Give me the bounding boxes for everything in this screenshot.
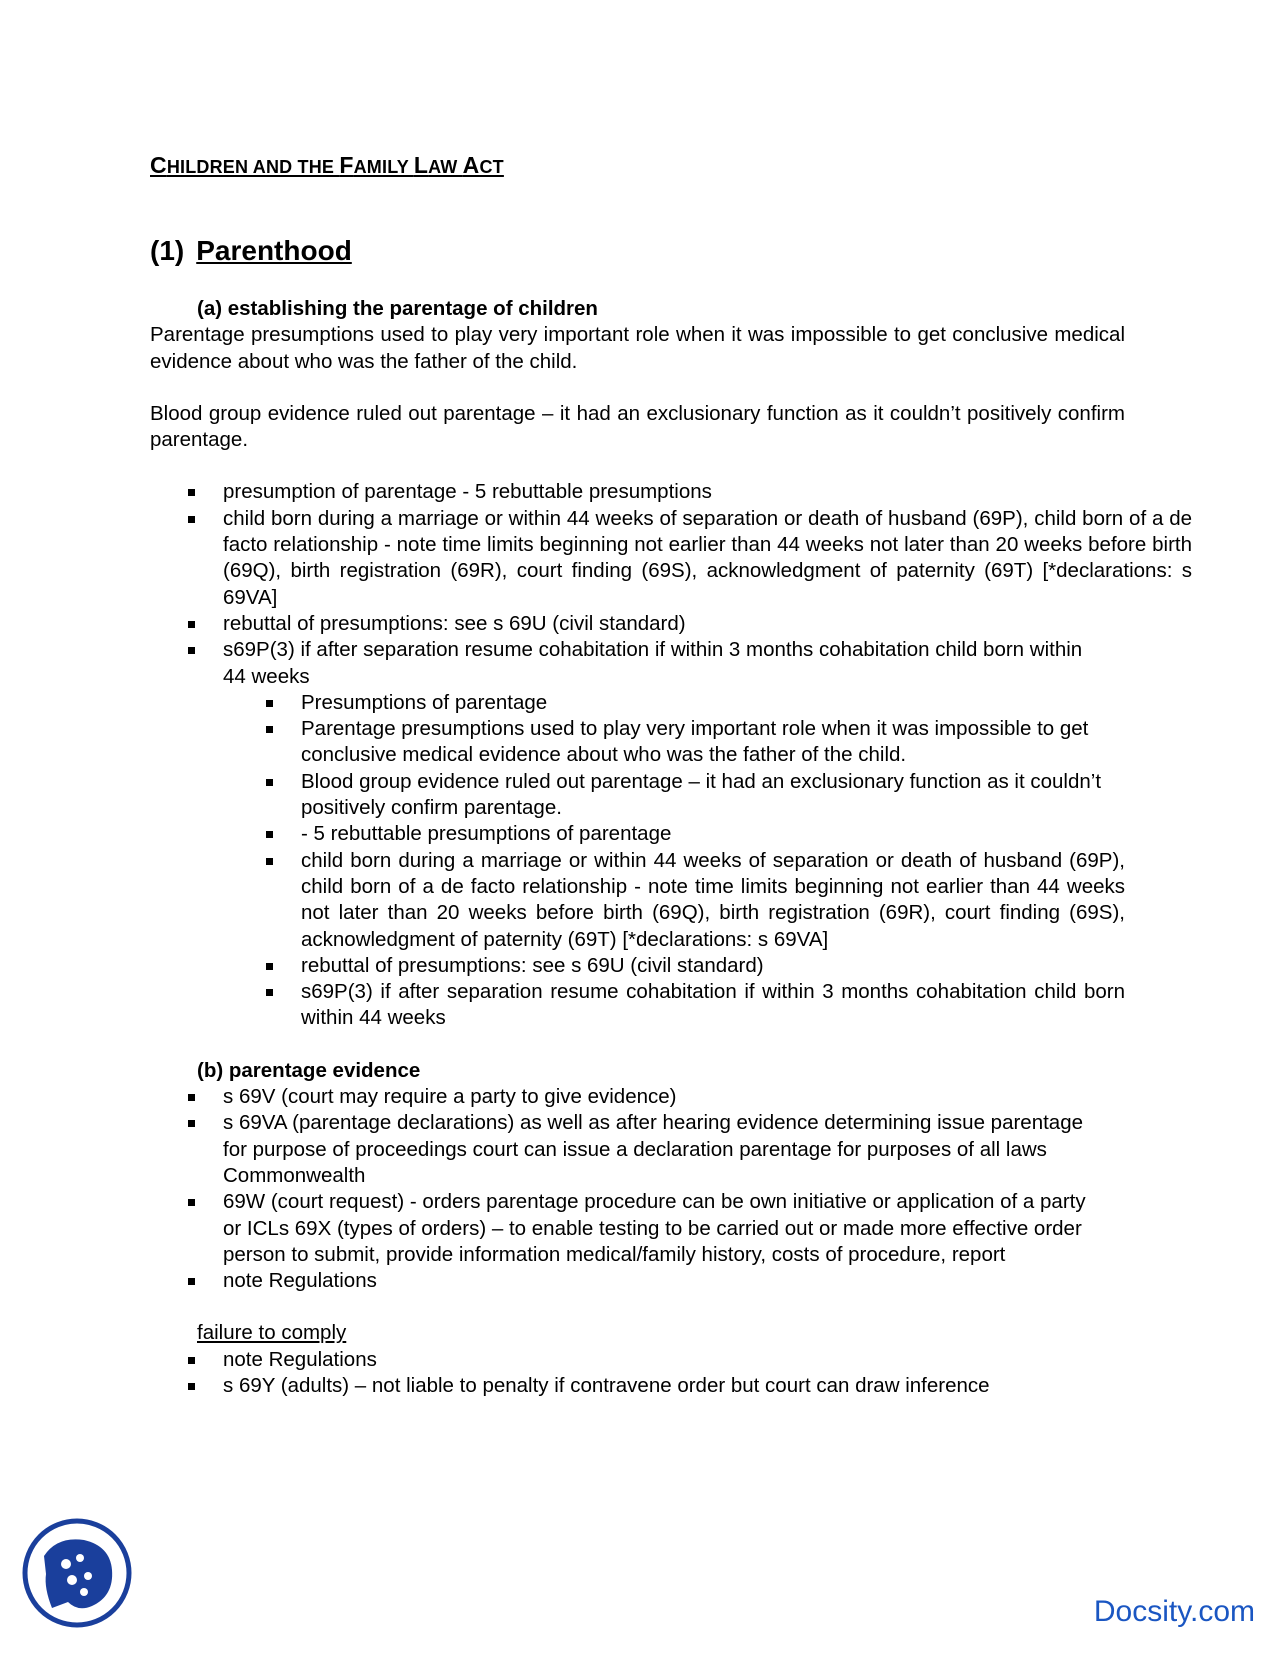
failure-label: failure to comply <box>197 1321 347 1345</box>
section-number: (1) <box>150 235 185 266</box>
subheading-b: (b) parentage evidence <box>197 1058 421 1082</box>
bullet-square-icon <box>266 989 273 996</box>
subheading-a: (a) establishing the parentage of children <box>197 297 598 320</box>
paragraph: Parentage presumptions used to play very important role when it was impossible to get conclusive medical evidence about who was the father of the child. <box>150 323 1125 373</box>
section-heading <box>150 235 352 267</box>
bullet-square-icon <box>266 831 273 838</box>
bullet-list-b <box>150 1084 1200 1294</box>
bullet-square-icon <box>266 726 273 733</box>
list-item: Parentage presumptions used to play very important role when it was impossible to get conclusive medical evidence about who was the father of the child. <box>150 716 1125 769</box>
list-item: rebuttal of presumptions: see s 69U (civil standard) <box>150 953 1125 979</box>
bullet-square-icon <box>266 858 273 865</box>
bullet-square-icon <box>266 700 273 707</box>
list-item: presumption of parentage - 5 rebuttable presumptions <box>150 479 1192 505</box>
docsity-logo-icon <box>22 1518 132 1628</box>
bullet-list-failure <box>150 1347 1200 1400</box>
bullet-list-a-nested <box>150 690 1200 1032</box>
bullet-square-icon <box>188 1199 195 1206</box>
list-item: s 69VA (parentage declarations) as well as after hearing evidence determining issue parentage for purpose of proceedings court can issue a declaration parentage for purposes of all laws Commonwealth <box>150 1110 1192 1189</box>
section-title: Parenthood <box>196 235 352 266</box>
bullet-square-icon <box>188 1357 195 1364</box>
list-item: child born during a marriage or within 44 weeks of separation or death of husband (69P), child born of a de facto relationship - note time limits beginning not earlier than 44 weeks not later than 20 weeks before birth (69Q), birth registration (69R), court finding (69S), acknowledgment of paternity (69T) [*declarations: s 69VA] <box>150 506 1192 611</box>
docsity-brand[interactable]: Docsity.com <box>1093 1595 1255 1628</box>
list-item: child born during a marriage or within 44 weeks of separation or death of husband (69P), child born of a de facto relationship - note time limits beginning not earlier than 44 weeks not later than 20 weeks before birth (69Q), birth registration (69R), court finding (69S), acknowledgment of paternity (69T) [*declarations: s 69VA] <box>150 848 1125 953</box>
bullet-square-icon <box>188 647 195 654</box>
bullet-square-icon <box>188 489 195 496</box>
document-body <box>150 296 1200 1399</box>
bullet-square-icon <box>266 779 273 786</box>
bullet-square-icon <box>188 1383 195 1390</box>
list-item: Blood group evidence ruled out parentage – it had an exclusionary function as it couldn’t positively confirm parentage. <box>150 769 1125 822</box>
bullet-square-icon <box>188 1120 195 1127</box>
list-item: - 5 rebuttable presumptions of parentage <box>150 821 1125 847</box>
list-item: s 69V (court may require a party to give evidence) <box>150 1084 1192 1110</box>
bullet-square-icon <box>188 1278 195 1285</box>
list-item: Presumptions of parentage <box>150 690 1125 716</box>
list-item: s 69Y (adults) – not liable to penalty if contravene order but court can draw inference <box>150 1373 1192 1399</box>
bullet-square-icon <box>266 963 273 970</box>
list-item: s69P(3) if after separation resume cohabitation if within 3 months cohabitation child born within 44 weeks <box>150 637 1192 690</box>
bullet-square-icon <box>188 1094 195 1101</box>
list-item: 69W (court request) - orders parentage procedure can be own initiative or application of a party or ICLs 69X (types of orders) – to enable testing to be carried out or made more effective order person to submit, provide information medical/family history, costs of procedure, report <box>150 1189 1192 1268</box>
list-item: note Regulations <box>150 1347 1192 1373</box>
page-title: CHILDREN AND THE FAMILY LAW ACT <box>150 152 504 178</box>
bullet-square-icon <box>188 516 195 523</box>
list-item: rebuttal of presumptions: see s 69U (civil standard) <box>150 611 1192 637</box>
list-item: s69P(3) if after separation resume cohabitation if within 3 months cohabitation child born within 44 weeks <box>150 979 1125 1032</box>
bullet-square-icon <box>188 621 195 628</box>
bullet-list-a <box>150 479 1200 689</box>
paragraph: Blood group evidence ruled out parentage – it had an exclusionary function as it couldn’t positively confirm parentage. <box>150 401 1125 452</box>
list-item: note Regulations <box>150 1268 1192 1294</box>
